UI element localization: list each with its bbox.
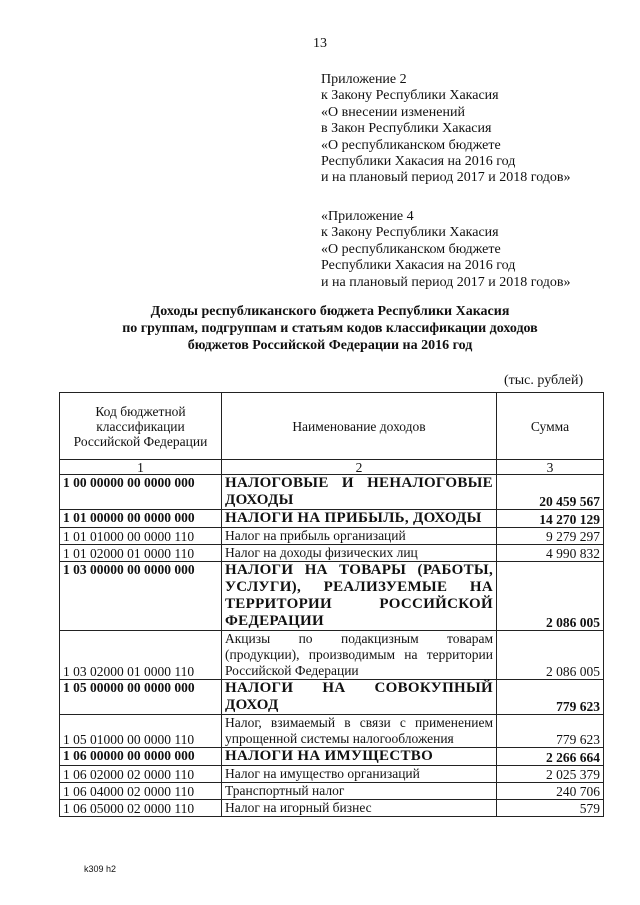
name-cell: Транспортный налог bbox=[222, 783, 497, 800]
name-cell: НАЛОГОВЫЕ И НЕНАЛОГОВЫЕ ДОХОДЫ bbox=[222, 475, 497, 510]
revenue-table bbox=[59, 392, 604, 817]
code-cell: 1 05 00000 00 0000 000 bbox=[60, 680, 222, 715]
sum-cell: 2 086 005 bbox=[497, 562, 604, 631]
appendix-line: Республики Хакасия на 2016 год bbox=[321, 154, 516, 170]
name-cell: Налог на прибыль организаций bbox=[222, 528, 497, 545]
appendix-line: в Закон Республики Хакасия bbox=[321, 121, 492, 137]
appendix-line: и на плановый период 2017 и 2018 годов» bbox=[321, 274, 571, 290]
sum-cell: 2 025 379 bbox=[497, 766, 604, 783]
name-cell: Акцизы по подакцизным товарам (продукции), производимым на территории Российской Федерации bbox=[222, 631, 497, 680]
sum-cell: 779 623 bbox=[497, 715, 604, 748]
column-number: 3 bbox=[497, 460, 604, 475]
appendix-line: к Закону Республики Хакасия bbox=[321, 88, 499, 104]
table-row bbox=[60, 748, 604, 766]
table-row bbox=[60, 528, 604, 545]
table-body bbox=[60, 475, 604, 817]
appendix-line: к Закону Республики Хакасия bbox=[321, 225, 499, 241]
sum-cell: 2 086 005 bbox=[497, 631, 604, 680]
table-row bbox=[60, 510, 604, 528]
name-cell: НАЛОГИ НА ИМУЩЕСТВО bbox=[222, 748, 497, 766]
appendix-4-heading bbox=[321, 209, 571, 291]
table-row bbox=[60, 475, 604, 510]
appendix-line: «О внесении изменений bbox=[321, 104, 465, 120]
table-row bbox=[60, 783, 604, 800]
appendix-line: «Приложение 4 bbox=[321, 209, 414, 224]
sum-cell: 9 279 297 bbox=[497, 528, 604, 545]
name-cell: Налог на доходы физических лиц bbox=[222, 545, 497, 562]
code-cell: 1 06 05000 02 0000 110 bbox=[60, 800, 222, 817]
name-cell: НАЛОГИ НА ПРИБЫЛЬ, ДОХОДЫ bbox=[222, 510, 497, 528]
document-title bbox=[60, 303, 600, 354]
table-row bbox=[60, 562, 604, 631]
column-number-row bbox=[60, 460, 604, 475]
column-header-code: Код бюджетной классификации Российской Федерации bbox=[60, 393, 222, 460]
column-header-sum: Сумма bbox=[497, 393, 604, 460]
title-line: бюджетов Российской Федерации на 2016 год bbox=[187, 338, 473, 353]
appendix-2-heading bbox=[321, 72, 571, 187]
code-cell: 1 06 02000 02 0000 110 bbox=[60, 766, 222, 783]
appendix-line: «О республиканском бюджете bbox=[321, 137, 501, 153]
appendix-line: Приложение 2 bbox=[321, 72, 407, 87]
code-cell: 1 01 02000 01 0000 110 bbox=[60, 545, 222, 562]
name-cell: НАЛОГИ НА СОВОКУПНЫЙ ДОХОД bbox=[222, 680, 497, 715]
code-cell: 1 06 00000 00 0000 000 bbox=[60, 748, 222, 766]
sum-cell: 14 270 129 bbox=[497, 510, 604, 528]
table-row bbox=[60, 766, 604, 783]
code-cell: 1 00 00000 00 0000 000 bbox=[60, 475, 222, 510]
table-header-row bbox=[60, 393, 604, 460]
code-cell: 1 06 04000 02 0000 110 bbox=[60, 783, 222, 800]
appendix-line: «О республиканском бюджете bbox=[321, 241, 501, 257]
sum-cell: 579 bbox=[497, 800, 604, 817]
sum-cell: 779 623 bbox=[497, 680, 604, 715]
column-number: 1 bbox=[60, 460, 222, 475]
name-cell: Налог на игорный бизнес bbox=[222, 800, 497, 817]
column-number: 2 bbox=[222, 460, 497, 475]
code-cell: 1 01 01000 00 0000 110 bbox=[60, 528, 222, 545]
title-line: по группам, подгруппам и статьям кодов классификации доходов bbox=[122, 321, 538, 336]
title-line: Доходы республиканского бюджета Республики Хакасия bbox=[150, 304, 510, 319]
page-number: 13 bbox=[313, 36, 327, 51]
code-cell: 1 03 00000 00 0000 000 bbox=[60, 562, 222, 631]
appendix-line: и на плановый период 2017 и 2018 годов» bbox=[321, 170, 571, 186]
units-label: (тыс. рублей) bbox=[504, 373, 584, 388]
sum-cell: 240 706 bbox=[497, 783, 604, 800]
table-row bbox=[60, 545, 604, 562]
table-row bbox=[60, 715, 604, 748]
name-cell: НАЛОГИ НА ТОВАРЫ (РАБОТЫ, УСЛУГИ), РЕАЛИЗУЕМЫЕ НА ТЕРРИТОРИИ РОССИЙСКОЙ ФЕДЕРАЦИИ bbox=[222, 562, 497, 631]
appendix-line: Республики Хакасия на 2016 год bbox=[321, 258, 516, 274]
table-row bbox=[60, 680, 604, 715]
column-header-name: Наименование доходов bbox=[222, 393, 497, 460]
name-cell: Налог на имущество организаций bbox=[222, 766, 497, 783]
code-cell: 1 01 00000 00 0000 000 bbox=[60, 510, 222, 528]
code-cell: 1 03 02000 01 0000 110 bbox=[60, 631, 222, 680]
sum-cell: 2 266 664 bbox=[497, 748, 604, 766]
table-row bbox=[60, 800, 604, 817]
table-row bbox=[60, 631, 604, 680]
footer-mark: k309 h2 bbox=[84, 864, 117, 874]
sum-cell: 20 459 567 bbox=[497, 475, 604, 510]
sum-cell: 4 990 832 bbox=[497, 545, 604, 562]
name-cell: Налог, взимаемый в связи с применением упрощенной системы налогообложения bbox=[222, 715, 497, 748]
code-cell: 1 05 01000 00 0000 110 bbox=[60, 715, 222, 748]
